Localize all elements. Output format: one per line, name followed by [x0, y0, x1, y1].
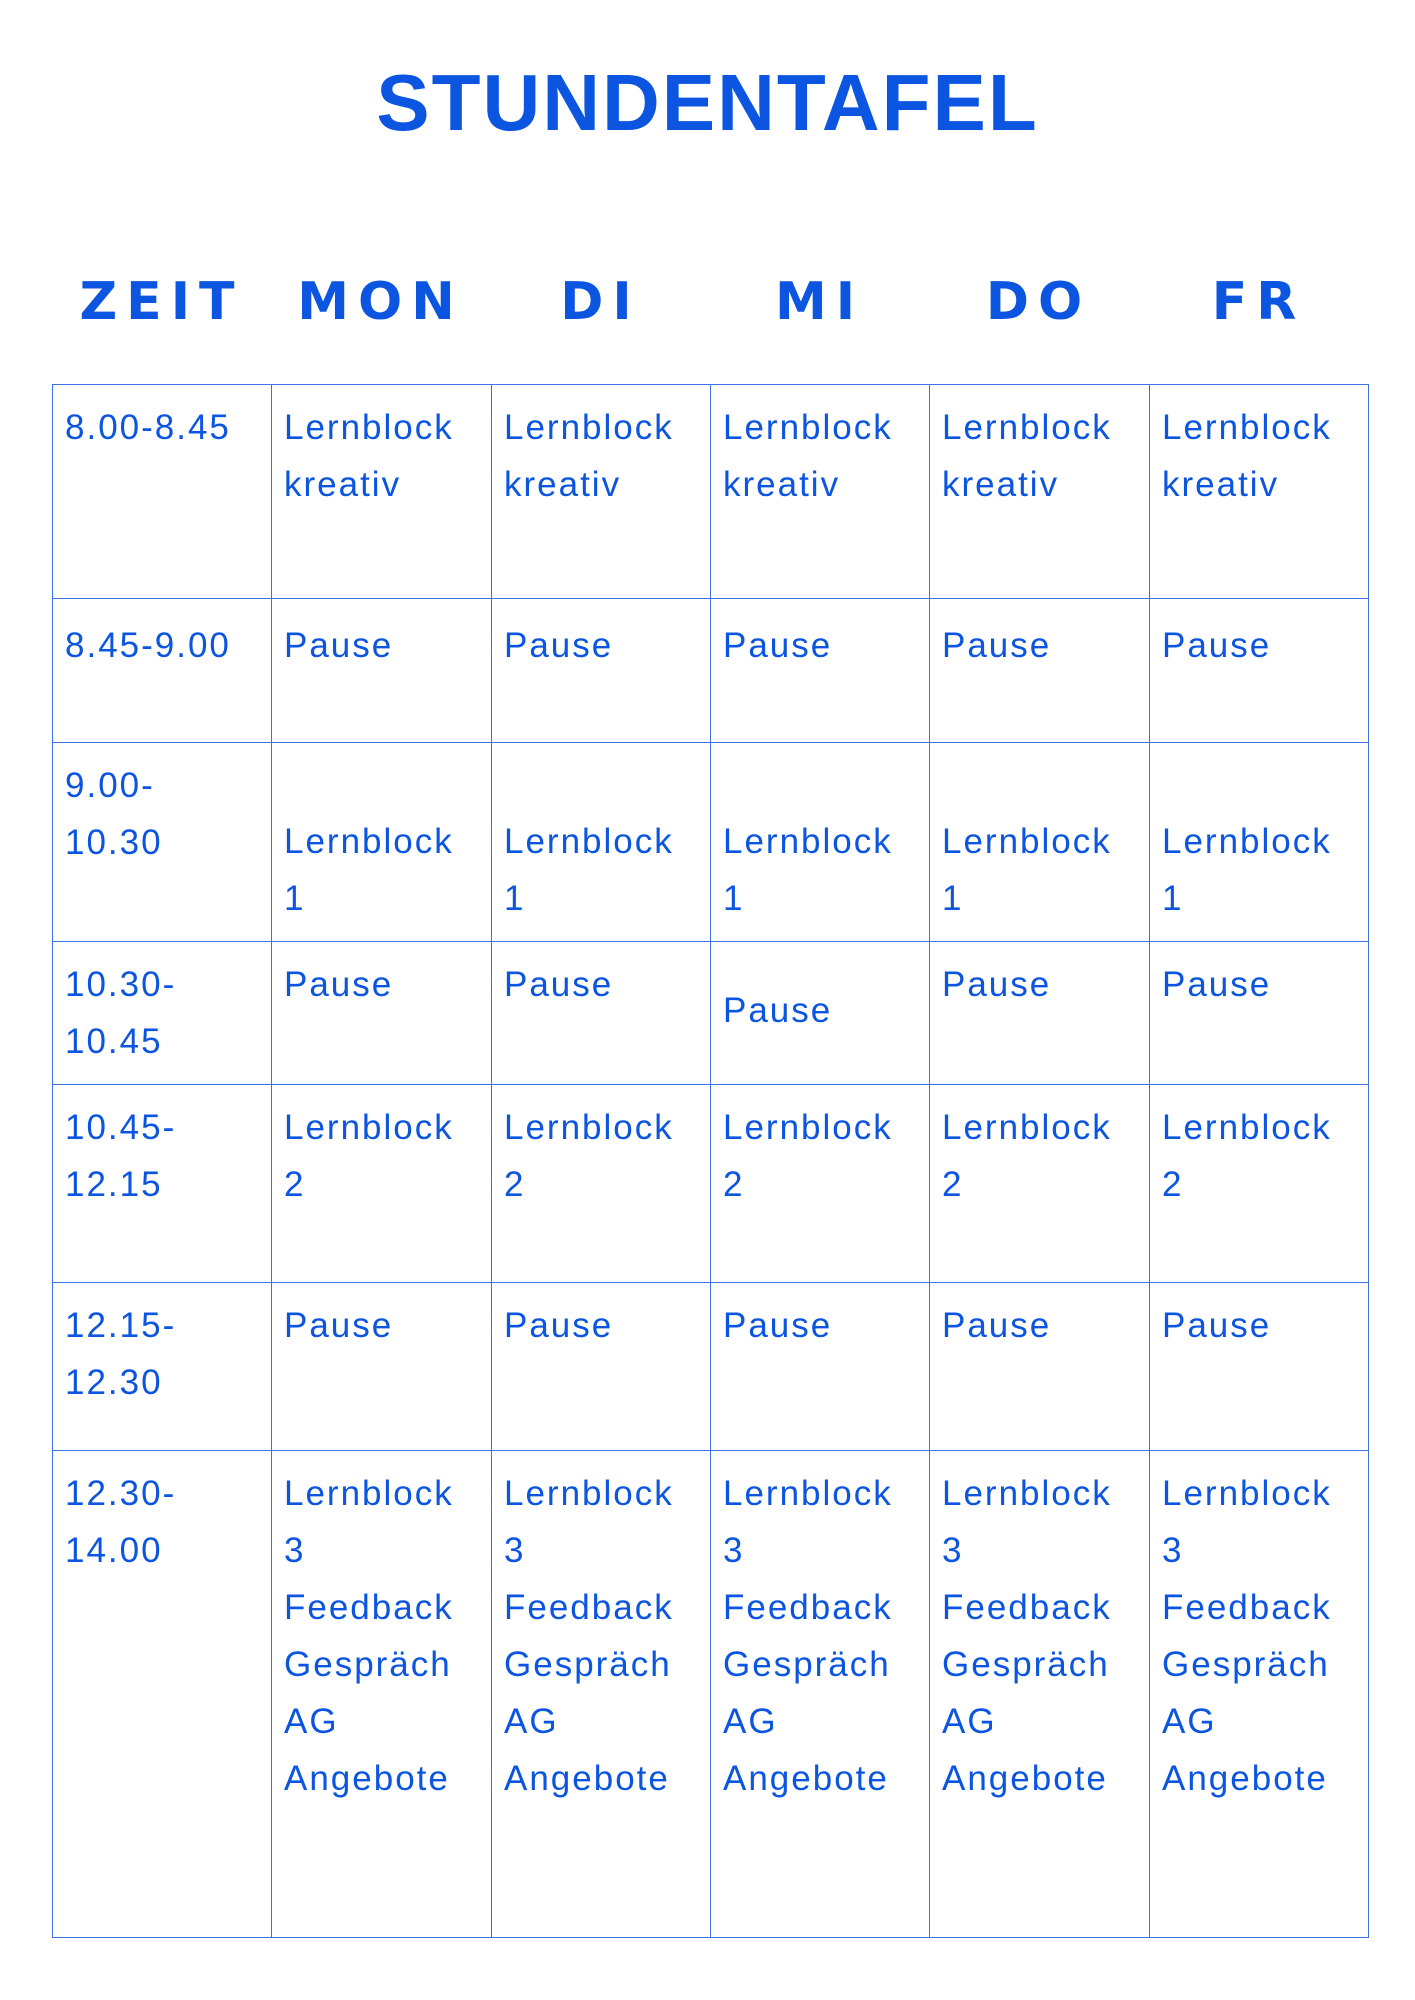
time-label: 10.45-: [65, 1108, 177, 1147]
lesson-label: Angebote: [284, 1759, 450, 1798]
lesson-label: Lernblock: [284, 822, 454, 861]
lesson-label: Pause: [942, 965, 1052, 1004]
time-cell: [52, 384, 272, 599]
header-do: DO: [985, 272, 1092, 332]
lesson-label: Gespräch: [504, 1645, 672, 1684]
time-label: 8.00-8.45: [65, 408, 231, 447]
lesson-label: AG: [723, 1702, 778, 1741]
lesson-label: 3: [284, 1531, 306, 1570]
lesson-label: Pause: [284, 626, 394, 665]
time-label: 12.15: [65, 1165, 163, 1204]
lesson-cell: [929, 1084, 1150, 1283]
lesson-cell: [929, 1282, 1150, 1451]
lesson-label: Angebote: [942, 1759, 1108, 1798]
lesson-cell: [271, 742, 492, 942]
lesson-cell: [271, 384, 492, 599]
lesson-label: 2: [723, 1165, 745, 1204]
lesson-label: Lernblock: [284, 1108, 454, 1147]
lesson-label: Lernblock: [942, 1108, 1112, 1147]
lesson-label: Lernblock: [504, 822, 674, 861]
lesson-cell: [271, 1084, 492, 1283]
lesson-label: Pause: [504, 626, 614, 665]
lesson-label: kreativ: [284, 465, 402, 504]
lesson-label: kreativ: [723, 465, 841, 504]
header-mi: MI: [774, 272, 865, 332]
lesson-label: Pause: [504, 965, 614, 1004]
time-label: 8.45-9.00: [65, 626, 231, 665]
time-cell: [52, 1282, 272, 1451]
lesson-label: Gespräch: [723, 1645, 891, 1684]
lesson-cell: [491, 384, 711, 599]
lesson-label: Feedback: [504, 1588, 674, 1627]
lesson-label: Pause: [1162, 965, 1272, 1004]
time-label: 10.30-: [65, 965, 177, 1004]
lesson-label: 2: [284, 1165, 306, 1204]
lesson-label: Lernblock: [1162, 408, 1332, 447]
lesson-label: Pause: [942, 1306, 1052, 1345]
lesson-cell: [929, 384, 1150, 599]
lesson-label: 3: [723, 1531, 745, 1570]
lesson-label: 1: [504, 879, 526, 918]
lesson-label: Lernblock: [942, 408, 1112, 447]
lesson-label: Pause: [504, 1306, 614, 1345]
time-cell: [52, 742, 272, 942]
lesson-cell: [491, 1282, 711, 1451]
lesson-cell: [271, 1282, 492, 1451]
lesson-cell: [1149, 742, 1369, 942]
lesson-label: kreativ: [942, 465, 1060, 504]
time-label: 9.00-: [65, 766, 155, 805]
lesson-cell: [1149, 1084, 1369, 1283]
lesson-label: Lernblock: [723, 822, 893, 861]
lesson-label: Lernblock: [504, 1108, 674, 1147]
time-label: 10.45: [65, 1022, 163, 1061]
lesson-label: 3: [1162, 1531, 1184, 1570]
lesson-label: Lernblock: [284, 408, 454, 447]
lesson-label: Pause: [1162, 1306, 1272, 1345]
lesson-label: 1: [723, 879, 745, 918]
lesson-label: Lernblock: [942, 822, 1112, 861]
lesson-label: 2: [1162, 1165, 1184, 1204]
lesson-label: Lernblock: [504, 408, 674, 447]
lesson-label: Gespräch: [942, 1645, 1110, 1684]
time-cell: [52, 1450, 272, 1938]
lesson-cell: [710, 598, 930, 743]
lesson-label: 2: [504, 1165, 526, 1204]
lesson-cell: [1149, 1450, 1369, 1938]
lesson-label: Pause: [723, 626, 833, 665]
lesson-label: Lernblock: [942, 1474, 1112, 1513]
lesson-label: Pause: [942, 626, 1052, 665]
lesson-cell: [710, 1450, 930, 1938]
lesson-label: AG: [504, 1702, 559, 1741]
header-zeit: ZEIT: [79, 272, 244, 332]
lesson-cell: [710, 1084, 930, 1283]
lesson-label: Lernblock: [723, 408, 893, 447]
lesson-label: kreativ: [504, 465, 622, 504]
lesson-cell: [1149, 384, 1369, 599]
lesson-label: Angebote: [504, 1759, 670, 1798]
time-label: 10.30: [65, 823, 163, 862]
lesson-cell: [929, 941, 1150, 1085]
lesson-cell: [271, 598, 492, 743]
lesson-cell: [710, 742, 930, 942]
lesson-label: Feedback: [723, 1588, 893, 1627]
lesson-cell: [271, 941, 492, 1085]
lesson-label: AG: [942, 1702, 997, 1741]
lesson-label: Pause: [723, 991, 833, 1030]
lesson-label: Feedback: [1162, 1588, 1332, 1627]
lesson-label: AG: [284, 1702, 339, 1741]
header-fr: FR: [1211, 272, 1306, 332]
lesson-label: Lernblock: [1162, 822, 1332, 861]
lesson-label: 2: [942, 1165, 964, 1204]
lesson-cell: [491, 941, 711, 1085]
lesson-label: Lernblock: [284, 1474, 454, 1513]
lesson-label: Pause: [1162, 626, 1272, 665]
time-label: 14.00: [65, 1531, 163, 1570]
lesson-label: Angebote: [1162, 1759, 1328, 1798]
lesson-label: 3: [942, 1531, 964, 1570]
page-title: STUNDENTAFEL: [376, 58, 1039, 147]
lesson-label: Pause: [284, 965, 394, 1004]
header-mon: MON: [297, 272, 464, 332]
lesson-label: Lernblock: [1162, 1108, 1332, 1147]
lesson-label: Gespräch: [1162, 1645, 1330, 1684]
lesson-cell: [929, 598, 1150, 743]
lesson-label: Lernblock: [1162, 1474, 1332, 1513]
lesson-cell: [1149, 941, 1369, 1085]
lesson-label: AG: [1162, 1702, 1217, 1741]
lesson-cell: [710, 1282, 930, 1451]
lesson-label: Feedback: [942, 1588, 1112, 1627]
lesson-label: Feedback: [284, 1588, 454, 1627]
time-label: 12.30-: [65, 1474, 177, 1513]
lesson-cell: [929, 1450, 1150, 1938]
lesson-cell: [1149, 1282, 1369, 1451]
lesson-label: Lernblock: [504, 1474, 674, 1513]
lesson-label: Angebote: [723, 1759, 889, 1798]
lesson-cell: [491, 742, 711, 942]
time-cell: [52, 1084, 272, 1283]
time-cell: [52, 941, 272, 1085]
lesson-cell: [929, 742, 1150, 942]
lesson-cell: [491, 598, 711, 743]
lesson-cell: [710, 384, 930, 599]
lesson-label: Gespräch: [284, 1645, 452, 1684]
lesson-cell: [1149, 598, 1369, 743]
time-cell: [52, 598, 272, 743]
lesson-cell: [491, 1450, 711, 1938]
lesson-cell: [491, 1084, 711, 1283]
lesson-cell: [710, 941, 930, 1085]
lesson-label: Pause: [723, 1306, 833, 1345]
lesson-label: 1: [942, 879, 964, 918]
lesson-label: 1: [1162, 879, 1184, 918]
lesson-label: 1: [284, 879, 306, 918]
time-label: 12.30: [65, 1363, 163, 1402]
lesson-label: 3: [504, 1531, 526, 1570]
lesson-label: Lernblock: [723, 1108, 893, 1147]
lesson-label: Pause: [284, 1306, 394, 1345]
time-label: 12.15-: [65, 1306, 177, 1345]
lesson-label: kreativ: [1162, 465, 1280, 504]
header-di: DI: [560, 272, 641, 332]
lesson-label: Lernblock: [723, 1474, 893, 1513]
lesson-cell: [271, 1450, 492, 1938]
